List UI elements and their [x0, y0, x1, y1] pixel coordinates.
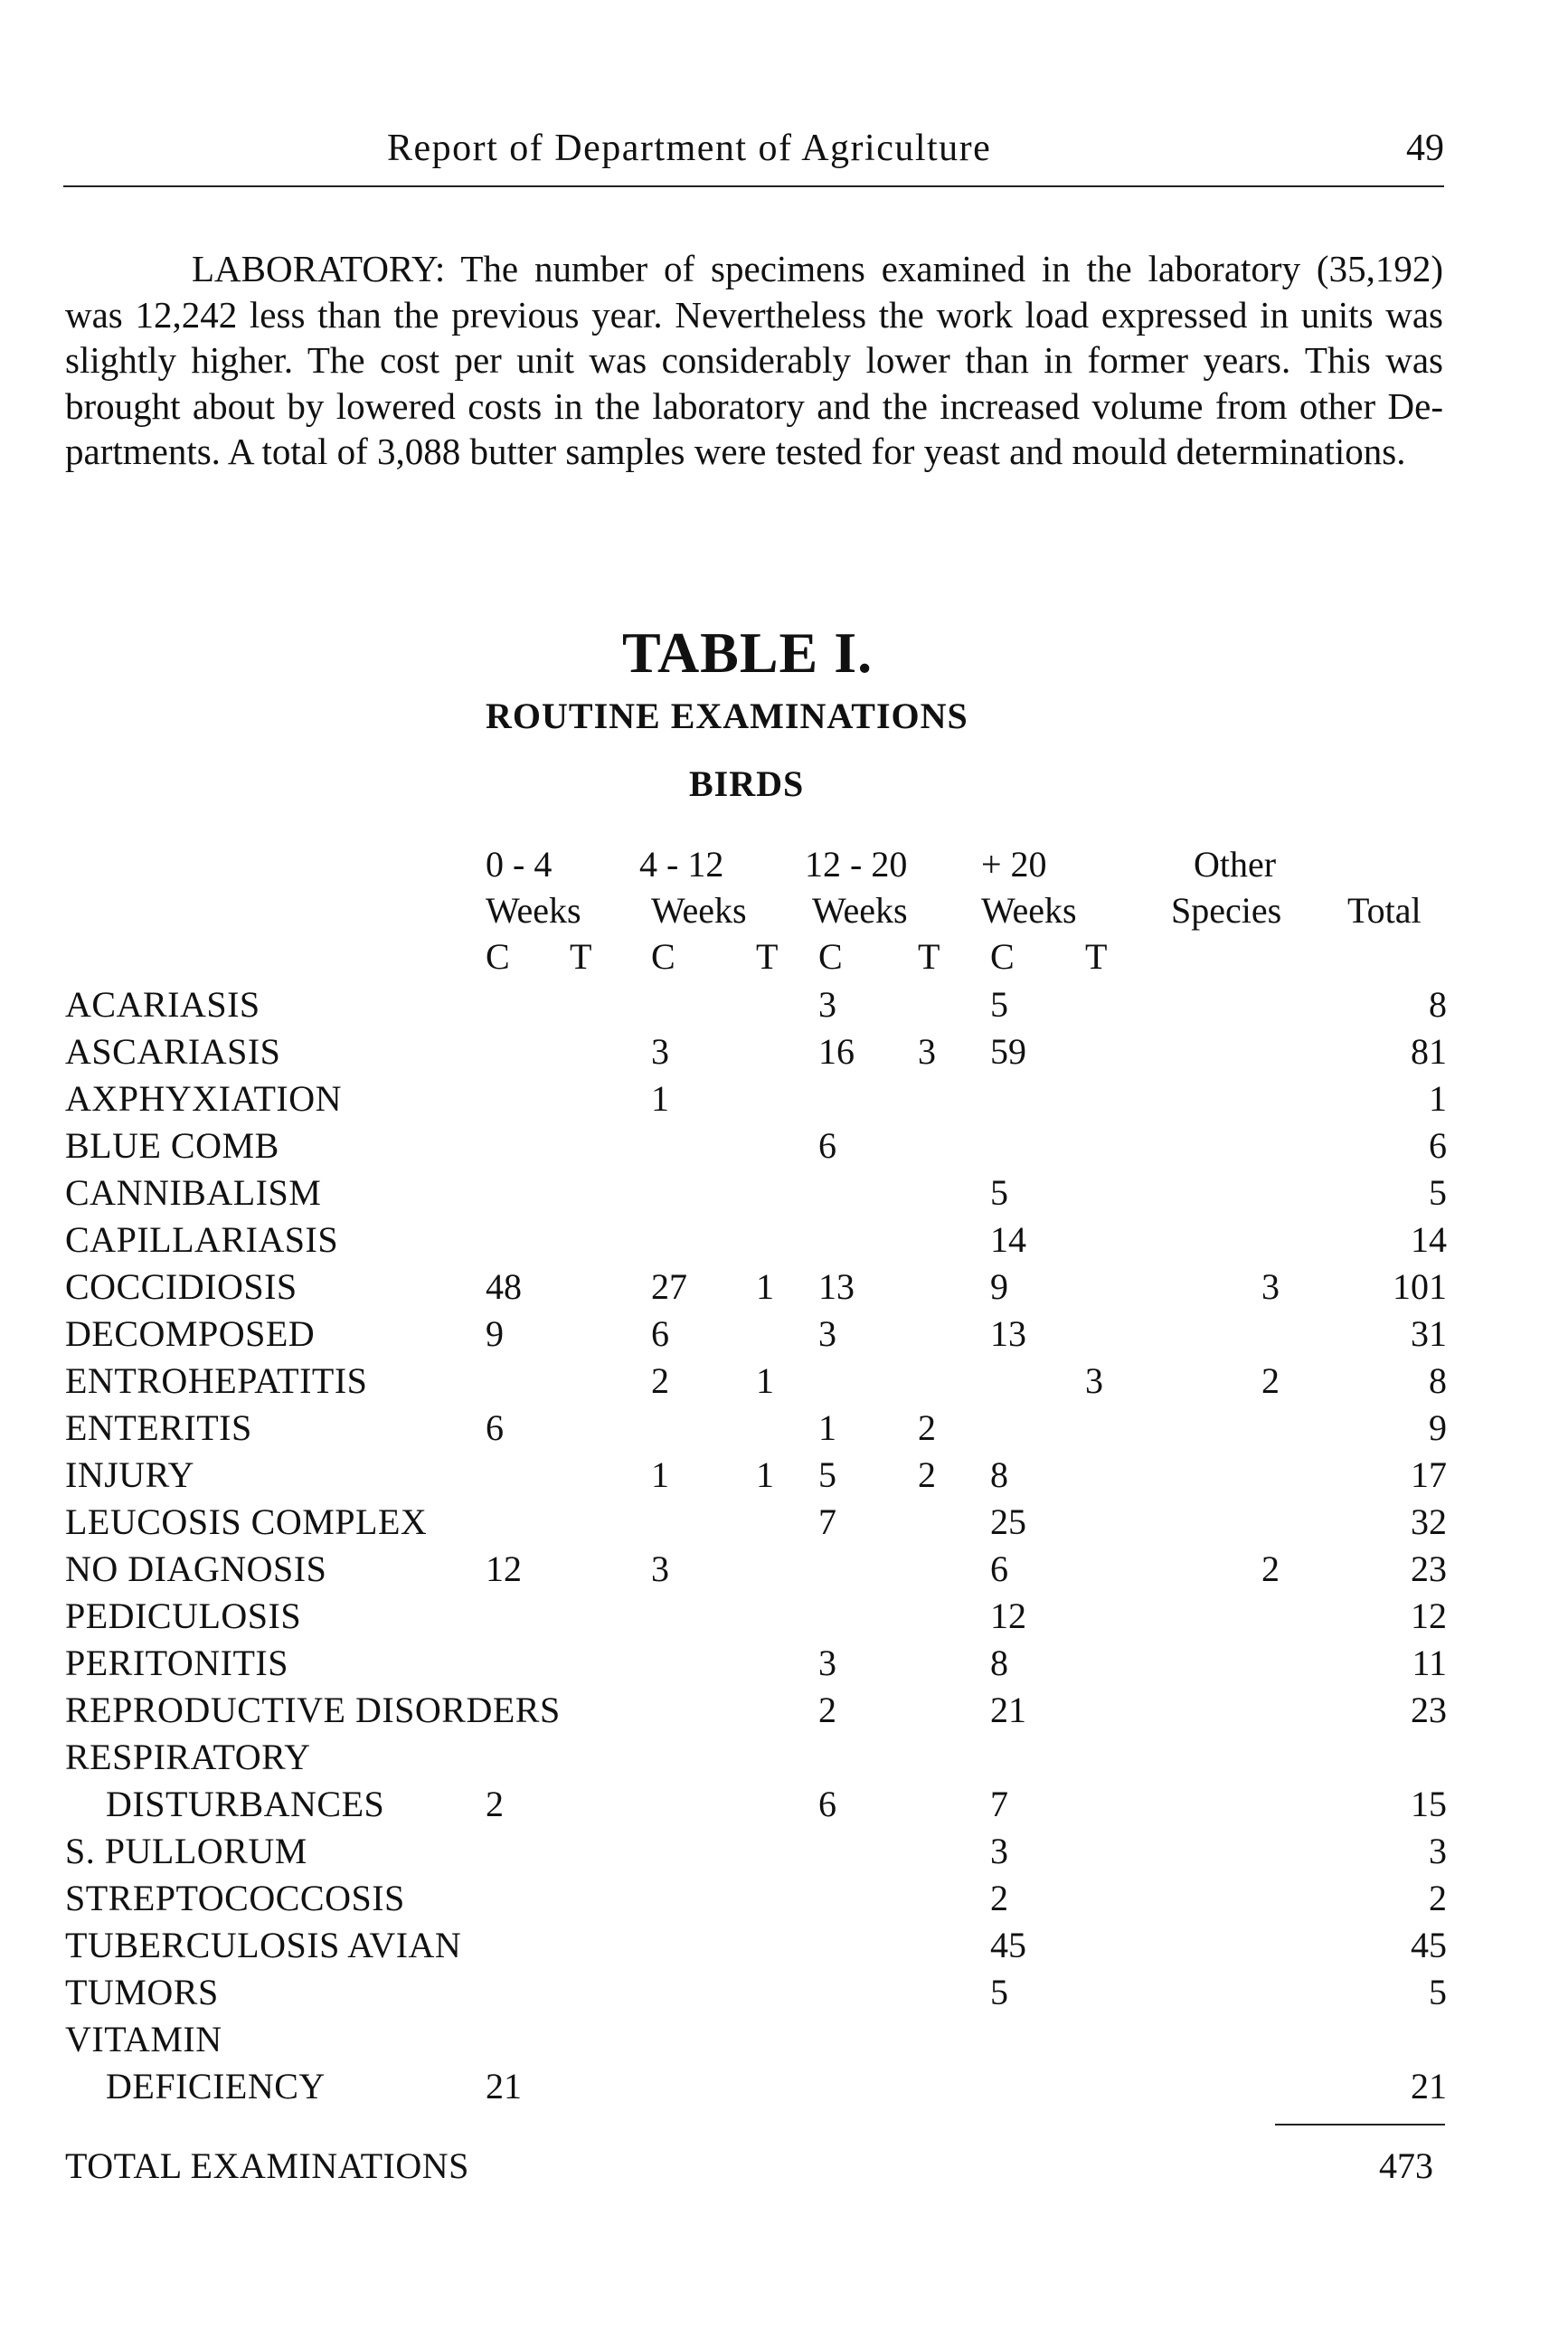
table-cell: 3: [1085, 1360, 1103, 1401]
column-group-unit: Weeks: [981, 890, 1077, 931]
table-cell: 7: [818, 1501, 836, 1542]
sub-header: T: [570, 936, 592, 977]
sub-header: C: [486, 936, 510, 977]
laboratory-paragraph: LABORATORY: The number of specimens examined in the laboratory (35,192) was 12,242 less than the previous year. Nevertheless the work load expressed in units was slightly higher. The cost per unit was considerably lower than in former years. This was brought about by lowered costs in the laboratory and the increased volume from other Departments. A total of 3,088 butter samples were tested for yeast and mould determinations.: [65, 248, 1443, 472]
total-cell: 8: [1429, 1360, 1447, 1401]
table-cell: 3: [818, 1313, 836, 1354]
table-cell: 6: [818, 1125, 836, 1166]
other-header-line2: Species: [1171, 890, 1282, 931]
table-title-text: TABLE I.: [622, 620, 874, 685]
table-cell: 7: [990, 1784, 1008, 1824]
column-group-unit: Weeks: [651, 890, 747, 931]
row-label: ASCARIASIS: [65, 1031, 281, 1072]
table-cell: 2: [990, 1878, 1008, 1918]
other-species-cell: 2: [1261, 1548, 1280, 1589]
sub-header: T: [918, 936, 940, 977]
total-cell: 23: [1411, 1548, 1447, 1589]
table-cell: 1: [818, 1407, 836, 1448]
total-cell: 5: [1429, 1172, 1447, 1213]
total-cell: 9: [1429, 1407, 1447, 1448]
table-cell: 2: [486, 1784, 504, 1824]
table-cell: 12: [486, 1548, 522, 1589]
total-cell: 12: [1411, 1595, 1447, 1636]
table-cell: 1: [651, 1454, 669, 1495]
row-label: INJURY: [65, 1454, 195, 1495]
table-cell: 12: [990, 1595, 1026, 1636]
total-cell: 5: [1429, 1972, 1447, 2012]
table-cell: 2: [651, 1360, 669, 1401]
total-cell: 17: [1411, 1454, 1447, 1495]
table-cell: 1: [651, 1078, 669, 1119]
total-cell: 23: [1411, 1690, 1447, 1730]
table-cell: 6: [818, 1784, 836, 1824]
total-cell: 101: [1393, 1266, 1447, 1307]
total-cell: 31: [1411, 1313, 1447, 1354]
other-species-cell: 2: [1261, 1360, 1280, 1401]
column-group-range: 0 - 4: [486, 844, 553, 885]
row-label: AXPHYXIATION: [65, 1078, 342, 1119]
sub-header: T: [1085, 936, 1108, 977]
table-cell: 16: [818, 1031, 855, 1072]
table-cell: 3: [818, 984, 836, 1025]
total-cell: 6: [1429, 1125, 1447, 1166]
table-cell: 59: [990, 1031, 1026, 1072]
row-label: PERITONITIS: [65, 1643, 288, 1683]
table-cell: 27: [651, 1266, 687, 1307]
table-cell: 48: [486, 1266, 522, 1307]
table-cell: 3: [651, 1031, 669, 1072]
table-cell: 5: [990, 1172, 1008, 1213]
row-label: NO DIAGNOSIS: [65, 1548, 327, 1589]
row-label: CANNIBALISM: [65, 1172, 322, 1213]
table-cell: 1: [756, 1454, 774, 1495]
row-label: STREPTOCOCCOSIS: [65, 1878, 405, 1918]
table-cell: 21: [990, 1690, 1026, 1730]
row-label: BLUE COMB: [65, 1125, 279, 1166]
row-label: RESPIRATORY: [65, 1737, 311, 1777]
column-group-range: 4 - 12: [639, 844, 724, 885]
total-cell: 1: [1429, 1078, 1447, 1119]
row-label: COCCIDIOSIS: [65, 1266, 298, 1307]
sub-header: C: [651, 936, 675, 977]
row-label: DISTURBANCES: [106, 1784, 385, 1824]
sub-header: T: [756, 936, 779, 977]
row-label: DEFICIENCY: [106, 2066, 326, 2107]
other-header-line1: Other: [1194, 844, 1277, 885]
row-label: PEDICULOSIS: [65, 1595, 302, 1636]
total-cell: 81: [1411, 1031, 1447, 1072]
table-section-heading: BIRDS: [689, 763, 805, 804]
table-cell: 9: [486, 1313, 504, 1354]
running-title: Report of Department of Agriculture: [387, 128, 992, 169]
table-cell: 2: [818, 1690, 836, 1730]
total-cell: 14: [1411, 1219, 1447, 1260]
row-label: ACARIASIS: [65, 984, 260, 1025]
total-cell: 15: [1411, 1784, 1447, 1824]
total-cell: 3: [1429, 1831, 1447, 1871]
row-label: TUBERCULOSIS AVIAN: [65, 1925, 462, 1965]
table-cell: 5: [990, 984, 1008, 1025]
total-cell: 45: [1411, 1925, 1447, 1965]
table-cell: 45: [990, 1925, 1026, 1965]
table-cell: 6: [486, 1407, 504, 1448]
table-cell: 6: [651, 1313, 669, 1354]
row-label: ENTERITIS: [65, 1407, 252, 1448]
column-group-unit: Weeks: [486, 890, 581, 931]
table-cell: 3: [990, 1831, 1008, 1871]
table-cell: 9: [990, 1266, 1008, 1307]
table-cell: 14: [990, 1219, 1026, 1260]
column-group-range: + 20: [981, 844, 1047, 885]
table-cell: 1: [756, 1266, 774, 1307]
row-label: DECOMPOSED: [65, 1313, 316, 1354]
table-cell: 21: [486, 2066, 522, 2107]
row-label: ENTROHEPATITIS: [65, 1360, 368, 1401]
sub-header: C: [990, 936, 1015, 977]
total-cell: 2: [1429, 1878, 1447, 1918]
column-group-range: 12 - 20: [805, 844, 908, 885]
other-species-cell: 3: [1261, 1266, 1280, 1307]
table-cell: 3: [818, 1643, 836, 1683]
row-label: REPRODUCTIVE DISORDERS: [65, 1690, 561, 1730]
total-cell: 21: [1411, 2066, 1447, 2107]
table-cell: 1: [756, 1360, 774, 1401]
table-subtitle: ROUTINE EXAMINATIONS: [486, 696, 968, 736]
table-cell: 3: [651, 1548, 669, 1589]
table-cell: 8: [990, 1643, 1008, 1683]
table-cell: 8: [990, 1454, 1008, 1495]
page-header: [0, 127, 1568, 181]
table-cell: 6: [990, 1548, 1008, 1589]
total-rule: [1275, 2124, 1445, 2125]
row-label: VITAMIN: [65, 2019, 222, 2059]
total-header: Total: [1347, 890, 1422, 931]
column-group-unit: Weeks: [812, 890, 908, 931]
header-rule: [63, 185, 1444, 187]
row-label: LEUCOSIS COMPLEX: [65, 1501, 428, 1542]
table-cell: 5: [818, 1454, 836, 1495]
total-examinations-value: 473: [1379, 2145, 1433, 2186]
total-cell: 32: [1411, 1501, 1447, 1542]
row-label: S. PULLORUM: [65, 1831, 307, 1871]
table-cell: 2: [918, 1454, 936, 1495]
total-cell: 8: [1429, 984, 1447, 1025]
table-cell: 2: [918, 1407, 936, 1448]
table-cell: 3: [918, 1031, 936, 1072]
table-cell: 5: [990, 1972, 1008, 2012]
total-examinations-label: TOTAL EXAMINATIONS: [65, 2145, 469, 2186]
total-cell: 11: [1412, 1643, 1447, 1683]
table-cell: 13: [818, 1266, 855, 1307]
table-cell: 13: [990, 1313, 1026, 1354]
row-label: TUMORS: [65, 1972, 219, 2012]
sub-header: C: [818, 936, 843, 977]
table-cell: 25: [990, 1501, 1026, 1542]
page-number: 49: [1406, 128, 1444, 169]
row-label: CAPILLARIASIS: [65, 1219, 339, 1260]
